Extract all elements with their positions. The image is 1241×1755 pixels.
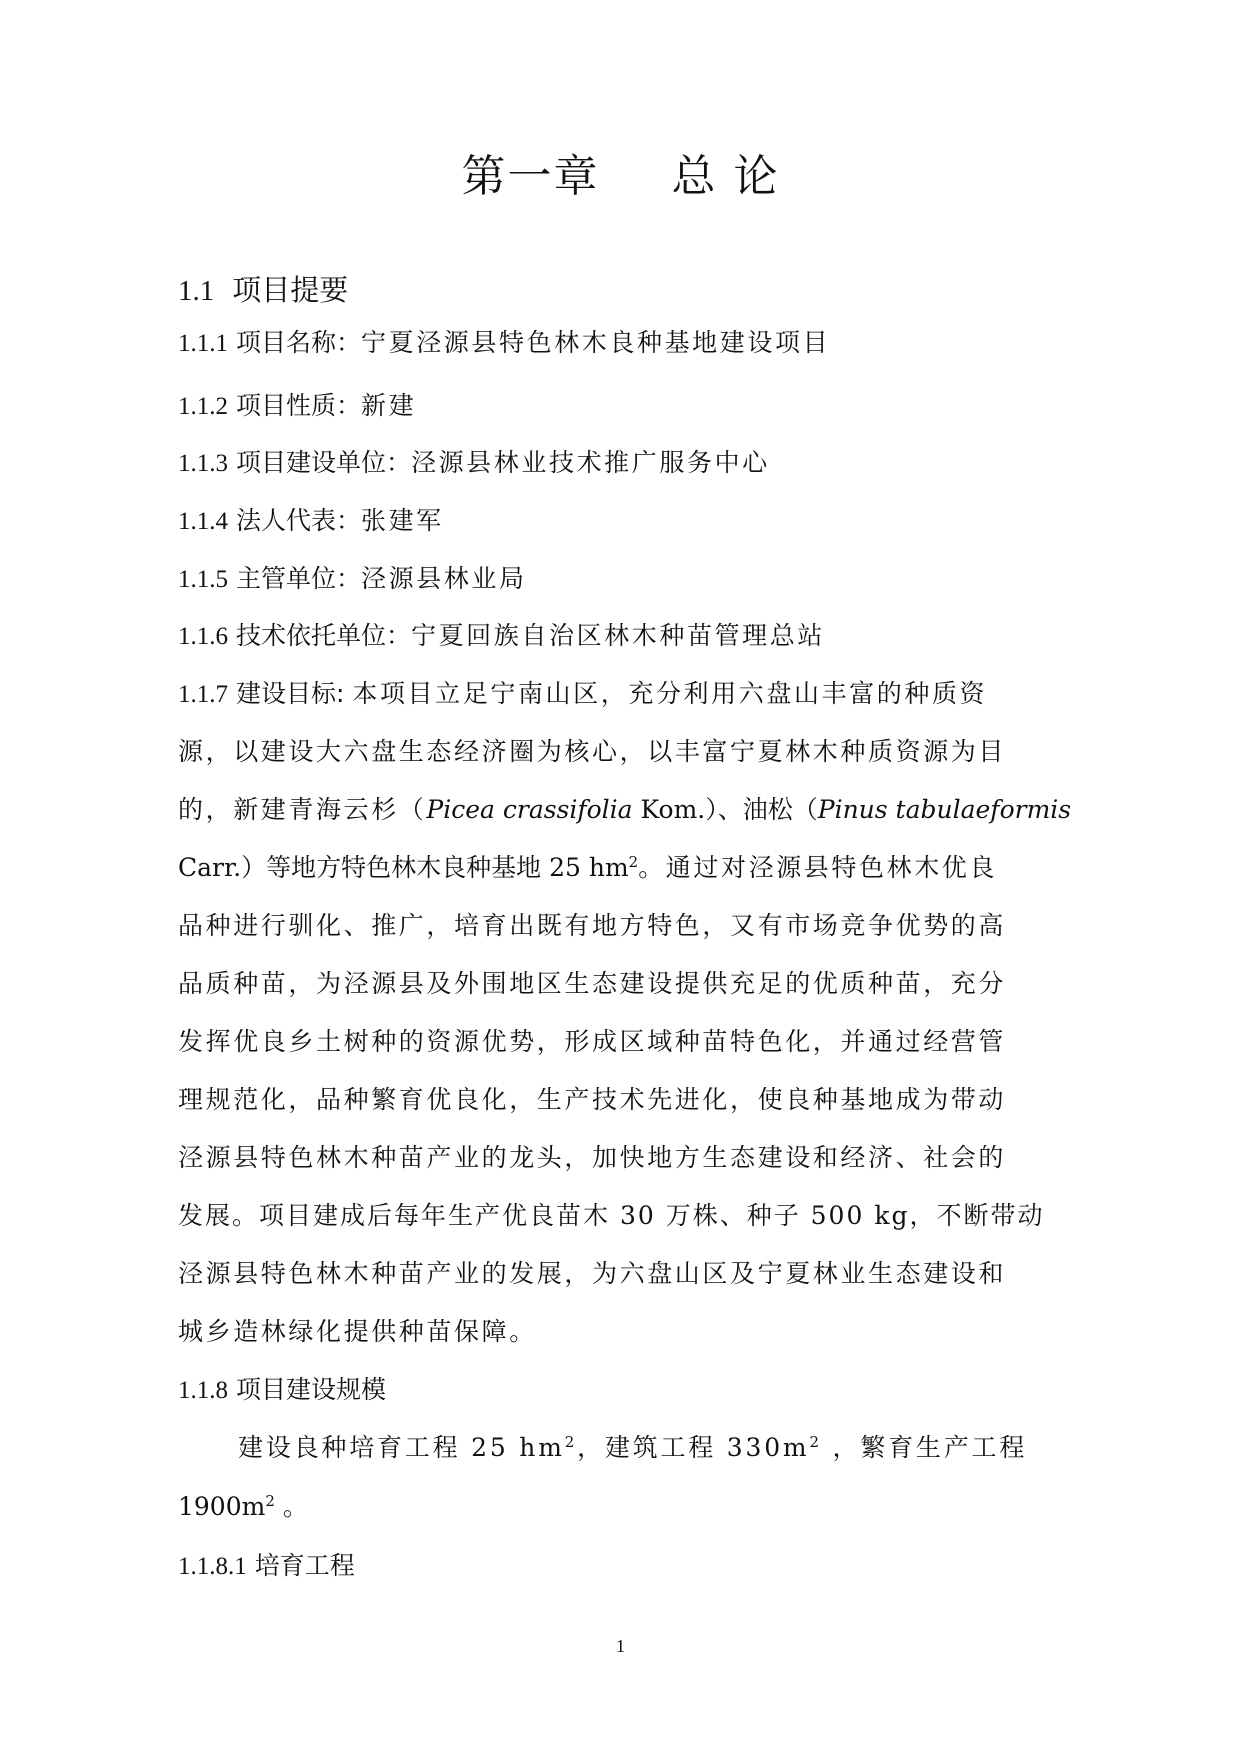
goal-line-12: 城乡造林绿化提供种苗保障。 (178, 1317, 537, 1346)
goal-line-10: 发展。项目建成后每年生产优良苗木 30 万株、种子 500 kg，不断带动 (178, 1201, 1045, 1230)
goal-line-6: 品质种苗，为泾源县及外围地区生态建设提供充足的优质种苗，充分 (178, 969, 1007, 998)
chapter-title (0, 140, 1241, 204)
goal-line-7: 发挥优良乡土树种的资源优势，形成区域种苗特色化，并通过经营管 (178, 1027, 1007, 1056)
goal-line-2: 源，以建设大六盘生态经济圈为核心，以丰富宁夏林木种质资源为目 (178, 737, 1007, 766)
item-project-nature: 1.1.2 项目性质：新建 (178, 391, 417, 420)
goal-line-1: 1.1.7 建设目标: 本项目立足宁南山区，充分利用六盘山丰富的种质资 (178, 679, 988, 708)
scale-paragraph-line-2: $1900m^2$ 。 (178, 1492, 308, 1521)
goal-line-11: 泾源县特色林木种苗产业的发展，为六盘山区及宁夏林业生态建设和 (178, 1259, 1007, 1288)
scale-paragraph-line-1: 建设良种培育工程 25 $hm^2$，建筑工程 $330m^2$ ，繁育生产工程 (238, 1433, 1028, 1462)
item-technical-support-unit: 1.1.6 技术依托单位：宁夏回族自治区林木种苗管理总站 (178, 621, 825, 650)
page-number: 1 (616, 1636, 625, 1656)
section-heading-1-1-8-1: 1.1.8.1 培育工程 (178, 1551, 355, 1580)
section-heading-1-1-8: 1.1.8 项目建设规模 (178, 1375, 386, 1404)
item-construction-unit: 1.1.3 项目建设单位：泾源县林业技术推广服务中心 (178, 448, 770, 477)
species-pinus: Pinus tabulaeformis (817, 795, 1072, 824)
item-legal-representative: 1.1.4 法人代表：张建军 (178, 506, 444, 535)
section-heading-1-1: 1.1 项目提要 (178, 273, 349, 307)
chapter-number: 第一章 (461, 151, 600, 202)
goal-line-8: 理规范化，品种繁育优良化，生产技术先进化，使良种基地成为带动 (178, 1085, 1007, 1114)
goal-line-5: 品种进行驯化、推广，培育出既有地方特色，又有市场竞争优势的高 (178, 911, 1007, 940)
species-picea: Picea crassifolia (426, 795, 633, 824)
item-project-name: 1.1.1 项目名称：宁夏泾源县特色林木良种基地建设项目 (178, 328, 831, 357)
goal-line-4: Carr.）等地方特色林木良种基地 25 $hm^2$。通过对泾源县特色林木优良 (178, 853, 998, 882)
goal-line-9: 泾源县特色林木种苗产业的龙头，加快地方生态建设和经济、社会的 (178, 1143, 1007, 1172)
item-supervising-unit: 1.1.5 主管单位：泾源县林业局 (178, 564, 527, 593)
chapter-name: 总 论 (671, 151, 780, 202)
goal-line-3: 的，新建青海云杉（Picea crassifolia Kom.）、油松（Pinus tabulaeformis (178, 795, 1072, 824)
